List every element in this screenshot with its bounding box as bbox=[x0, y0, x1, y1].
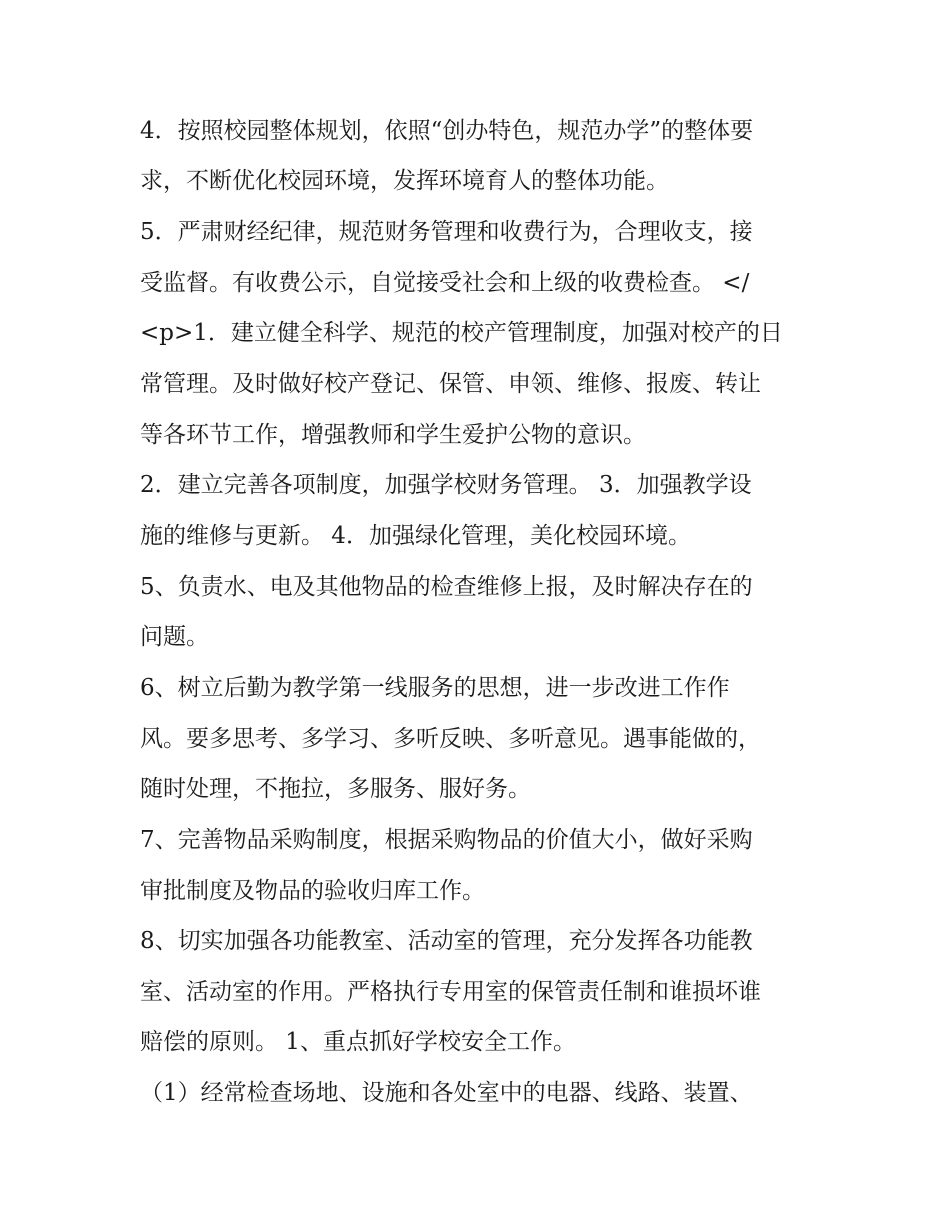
text-line: 5、负责水、电及其他物品的检查维修上报，及时解决存在的 bbox=[140, 574, 753, 600]
text-line: <p>1．建立健全科学、规范的校产管理制度，加强对校产的日 bbox=[140, 320, 783, 346]
text-line: 施的维修与更新。 4．加强绿化管理，美化校园环境。 bbox=[140, 523, 691, 549]
text-line: 5．严肃财经纪律，规范财务管理和收费行为，合理收支，接 bbox=[140, 219, 753, 245]
text-line: 4．按照校园整体规划，依照“创办特色，规范办学”的整体要 bbox=[140, 118, 754, 144]
text-line: 赔偿的原则。 1、重点抓好学校安全工作。 bbox=[140, 1029, 576, 1055]
text-line: 受监督。有收费公示，自觉接受社会和上级的收费检查。 </ bbox=[140, 270, 750, 296]
text-line: 等各环节工作，增强教师和学生爱护公物的意识。 bbox=[140, 422, 646, 448]
text-line: 2．建立完善各项制度，加强学校财务管理。 3．加强教学设 bbox=[140, 472, 752, 498]
text-line: 8、切实加强各功能教室、活动室的管理，充分发挥各功能教 bbox=[140, 928, 753, 954]
text-line: 求，不断优化校园环境，发挥环境育人的整体功能。 bbox=[140, 168, 669, 194]
text-line: 问题。 bbox=[140, 624, 209, 650]
text-line: 常管理。及时做好校产登记、保管、申领、维修、报废、转让 bbox=[140, 371, 761, 397]
text-line: 审批制度及物品的验收归库工作。 bbox=[140, 878, 485, 904]
text-line: （1）经常检查场地、设施和各处室中的电器、线路、装置、 bbox=[140, 1080, 753, 1106]
text-line: 6、树立后勤为教学第一线服务的思想，进一步改进工作作 bbox=[140, 675, 730, 701]
text-line: 随时处理，不拖拉，多服务、服好务。 bbox=[140, 776, 531, 802]
text-line: 室、活动室的作用。严格执行专用室的保管责任制和谁损坏谁 bbox=[140, 979, 761, 1005]
text-line: 风。要多思考、多学习、多听反映、多听意见。遇事能做的， bbox=[140, 726, 761, 752]
text-line: 7、完善物品采购制度，根据采购物品的价值大小，做好采购 bbox=[140, 827, 753, 853]
